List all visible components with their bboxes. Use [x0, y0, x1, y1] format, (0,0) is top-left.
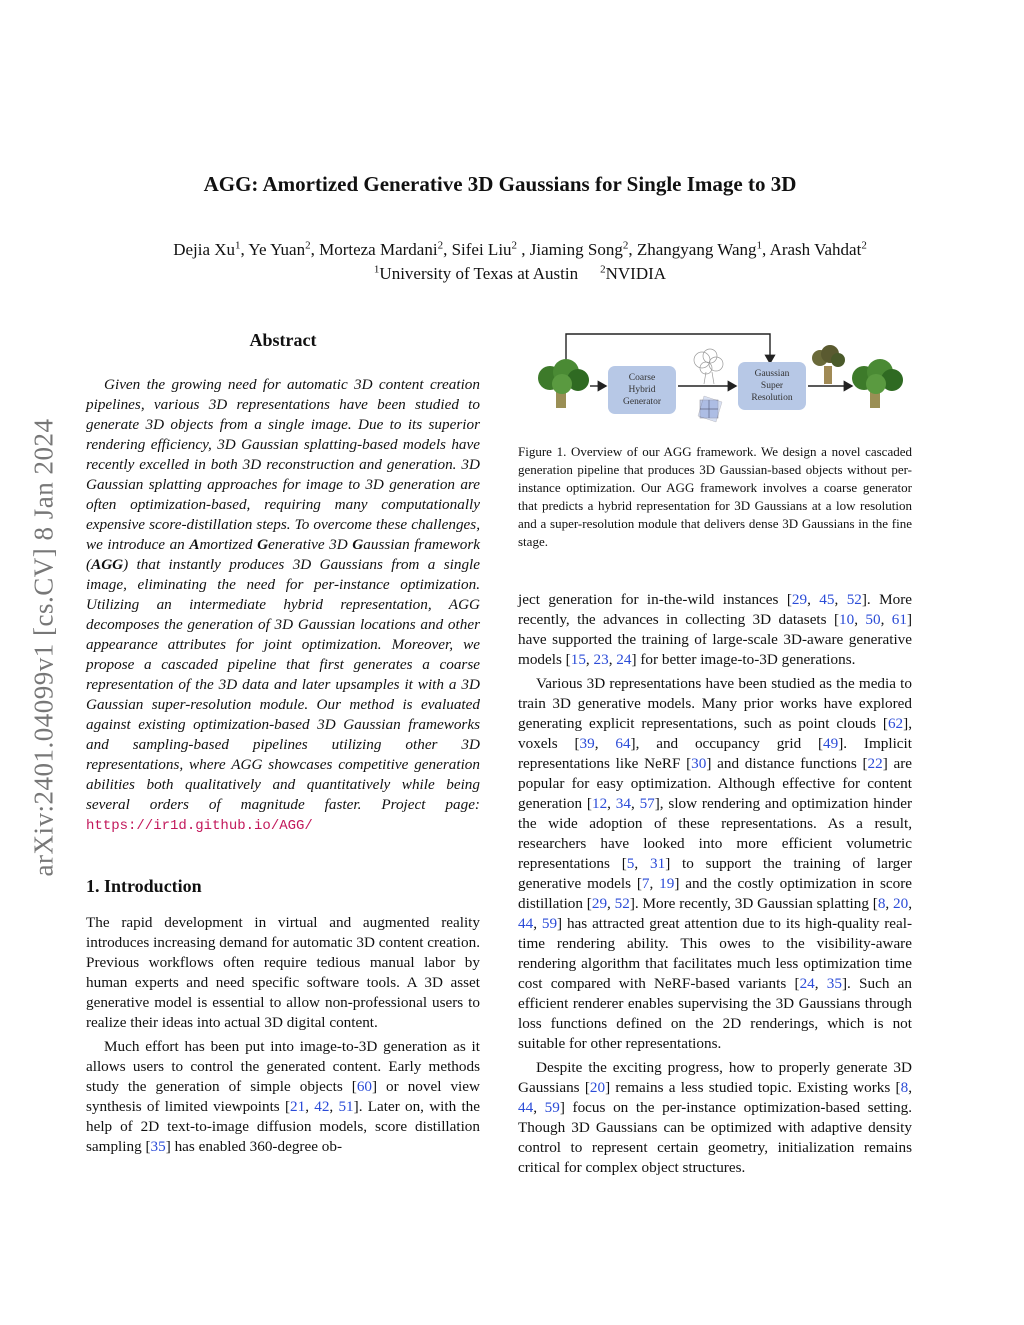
coarse-point-cloud-icon	[694, 349, 723, 384]
citation-link[interactable]: 59	[541, 915, 558, 932]
text-fragment: ]. Implicit representations like NeRF [	[518, 735, 912, 772]
skip-connection-arrow	[566, 334, 770, 368]
citation-link[interactable]: 30	[691, 755, 707, 772]
citation-link[interactable]: 22	[867, 755, 883, 772]
author-affiliation-mark: 2	[305, 239, 311, 252]
abstract-fragment: aussian framework (	[86, 536, 481, 573]
text-fragment: ]. More recently, the advances in collecting 3D datasets [	[518, 591, 913, 628]
author-affiliation-mark: 2	[511, 239, 518, 252]
text-fragment: ] has enabled 360-degree ob-	[165, 1138, 342, 1155]
right-column	[518, 590, 912, 1178]
citation-link[interactable]: 45	[819, 591, 835, 608]
text-fragment: ] and distance functions [	[706, 755, 868, 772]
citation-link[interactable]: 23	[593, 651, 609, 668]
abstract-text	[86, 375, 480, 836]
abstract-bold-acronym: AGG	[91, 556, 124, 573]
citation-link[interactable]: 20	[893, 895, 909, 912]
citation-link[interactable]: 39	[579, 735, 595, 752]
text-fragment: ] and the costly optimization in score distillation [	[518, 875, 913, 912]
author-block	[60, 238, 980, 286]
citation-link[interactable]: 61	[891, 611, 907, 628]
abstract-fragment: Given the growing need for automatic 3D content creation pipelines, various 3D representations have been studied to generate 3D objects from a single image. Due to its superior rendering efficiency, 3D Gaussian splatting-based models have recently excelled in both 3D reconstruction and generation. 3D Gaussian splatting approaches for image to 3D generation are often optimization-based, requiring many computationally expensive score-distillation steps. To overcome these challenges, we introduce an	[86, 376, 480, 553]
abstract-bold-letter: G	[257, 536, 269, 553]
citation-link[interactable]: 8	[900, 1079, 909, 1096]
generator-label-line: Coarse	[628, 373, 656, 383]
citation-link[interactable]: 57	[639, 795, 655, 812]
citation-link[interactable]: 60	[356, 1078, 372, 1095]
affiliation-list	[60, 262, 980, 286]
text-fragment: ] focus on the per-instance optimization-based setting. Though 3D Gaussians can be optimized with adaptive density control to represent certain geometry, initialization remains critical for complex object structures.	[518, 1099, 912, 1176]
coarse-broccoli-icon	[812, 345, 845, 384]
affiliation-number: 1	[373, 263, 380, 276]
citation-link[interactable]: 62	[887, 715, 904, 732]
text-fragment: ], and occupancy grid [	[630, 735, 824, 752]
author-separator: ,	[517, 240, 530, 259]
citation-link[interactable]: 5	[626, 855, 635, 872]
affiliation-name: University of Texas at Austin	[379, 264, 579, 283]
author-name: Ye Yuan	[248, 240, 306, 259]
author-affiliation-mark: 2	[622, 239, 629, 252]
author-separator: ,	[443, 240, 452, 259]
project-page-link[interactable]: https://ir1d.github.io/AGG/	[86, 818, 313, 834]
citation-link[interactable]: 8	[877, 895, 886, 912]
right-paragraph-3: Despite the exciting progress, how to properly generate 3D Gaussians [20] remains a less studied topic. Existing works [8, 44, 59] focus on the per-instance optimization-based setting. Though 3D Gaussians can be optimized with adaptive density control to represent certain geometry, initialization remains critical for complex object structures.	[518, 1059, 912, 1176]
citation-link[interactable]: 12	[591, 795, 608, 812]
citation-link[interactable]: 7	[641, 875, 650, 892]
generator-label-line: Hybrid	[628, 385, 656, 395]
citation-link[interactable]: 49	[823, 735, 839, 752]
figure-1-caption: Figure 1. Overview of our AGG framework. We design a novel cascaded generation pipeline that produces 3D Gaussian-based objects without per-instance optimization. Our AGG framework involves a coarse generator that predicts a hybrid representation for 3D Gaussians at a low resolution and a super-resolution module that delivers dense 3D Gaussians in the fine stage.	[518, 444, 912, 549]
abstract-heading: Abstract	[249, 330, 317, 350]
text-fragment: ] have supported the training of large-scale 3D-aware generative models [	[518, 611, 913, 668]
generator-label-line: Generator	[623, 397, 661, 407]
text-fragment: ject generation for in-the-wild instances [	[518, 591, 792, 608]
left-column	[86, 330, 480, 1157]
citation-link[interactable]: 29	[591, 895, 608, 912]
citation-link[interactable]: 35	[150, 1138, 166, 1155]
citation-link[interactable]: 21	[290, 1098, 306, 1115]
abstract-fragment: ) that instantly produces 3D Gaussians from a single image, eliminating the need for per-instance optimization. Utilizing an intermediate hybrid representation, AGG decomposes the generation of 3D Gaussian locations and other appearance attributes for joint optimization. Moreover, we propose a cascaded pipeline that first generates a coarse representation of the 3D data and later upsamples it with a 3D Gaussian super-resolution module. Our method is evaluated against existing optimization-based 3D Gaussian frameworks and sampling-based pipelines utilizing other 3D representations, where AGG showcases competitive generation abilities both qualitatively and quantitatively while being several orders of magnitude faster. Project page:	[86, 556, 480, 813]
citation-link[interactable]: 59	[544, 1099, 560, 1116]
author-name: Morteza Mardani	[319, 240, 438, 259]
section-heading-introduction: 1. Introduction	[86, 876, 202, 896]
author-separator: ,	[762, 240, 770, 259]
citation-link[interactable]: 64	[615, 735, 631, 752]
author-name: Arash Vahdat	[769, 240, 862, 259]
text-fragment: ], voxels [	[518, 715, 912, 752]
super-resolution-label-line: Resolution	[751, 393, 793, 403]
text-fragment: ] are popular for easy optimization. Although effective for content generation [	[518, 755, 912, 812]
citation-link[interactable]: 34	[615, 795, 631, 812]
arxiv-identifier: arXiv:2401.04099v1 [cs.CV] 8 Jan 2024	[28, 418, 59, 877]
abstract-bold-letter: A	[189, 536, 200, 553]
super-resolution-label-line: Super	[760, 381, 784, 391]
citation-link[interactable]: 24	[799, 975, 815, 992]
text-fragment: ]. More recently, 3D Gaussian splatting [	[629, 895, 878, 912]
intro-paragraph-1: The rapid development in virtual and augmented reality introduces increasing demand for automatic 3D content creation. Previous workflows often require tedious manual labor by human experts and need specific software tools. A 3D asset generative model is essential to allow non-professional users to realize their ideas into actual 3D digital content.	[86, 914, 480, 1031]
right-paragraph-1: ject generation for in-the-wild instances [29, 45, 52]. More recently, the advances in collecting 3D datasets [10, 50, 61] have supported the training of large-scale 3D-aware generative models [15, 23, 24] for better image-to-3D generations.	[518, 591, 913, 668]
citation-link[interactable]: 19	[659, 875, 675, 892]
author-affiliation-mark: 1	[756, 239, 762, 252]
author-name: Sifei Liu	[451, 240, 512, 259]
citation-link[interactable]: 42	[314, 1098, 330, 1115]
affiliation-name: NVIDIA	[605, 264, 667, 283]
abstract-fragment: enerative 3D	[268, 536, 353, 553]
text-fragment: Various 3D representations have been studied as the media to train 3D generative models. Many prior works have explored generating explicit representations, such as point clouds [	[518, 675, 912, 732]
citation-link[interactable]: 24	[616, 651, 632, 668]
citation-link[interactable]: 44	[518, 915, 534, 932]
author-name: Dejia Xu	[173, 240, 236, 259]
arxiv-sidebar	[14, 365, 74, 930]
citation-link[interactable]: 35	[826, 975, 842, 992]
author-affiliation-mark: 1	[235, 239, 241, 252]
author-list	[60, 238, 980, 262]
text-fragment: ] has attracted great attention due to its high-quality real-time rendering ability. This owes to the visibility-aware rendering algorithm that facilitates much less optimization time cost compared with NeRF-based variants [	[518, 915, 913, 992]
citation-link[interactable]: 15	[570, 651, 586, 668]
author-name: Jiaming Song	[529, 240, 623, 259]
citation-link[interactable]: 52	[846, 591, 862, 608]
text-fragment: ] remains a less studied topic. Existing works [	[605, 1079, 901, 1096]
author-separator: ,	[240, 240, 249, 259]
text-fragment: ] to support the training of larger generative models [	[518, 855, 913, 892]
citation-link[interactable]: 51	[338, 1098, 354, 1115]
author-affiliation-mark: 2	[861, 239, 867, 252]
author-separator: ,	[628, 240, 637, 259]
abstract-fragment: mortized	[199, 536, 258, 553]
citation-link[interactable]: 52	[614, 895, 630, 912]
citation-link[interactable]: 50	[865, 611, 881, 628]
text-fragment: Despite the exciting progress, how to properly generate 3D Gaussians [	[518, 1059, 912, 1096]
super-resolution-label-line: Gaussian	[754, 369, 790, 379]
intro-paragraph-2: Much effort has been put into image-to-3D generation as it allows users to control the generated content. Early methods study the generation of simple objects [60] or novel view synthesis of limited viewpoints [21, 42, 51]. Later on, with the help of 2D text-to-image diffusion models, score distillation sampling [35] has enabled 360-degree ob-	[86, 1038, 480, 1155]
text-fragment: ] for better image-to-3D generations.	[631, 651, 856, 668]
citation-link[interactable]: 44	[518, 1099, 534, 1116]
citation-link[interactable]: 31	[650, 855, 666, 872]
affiliation-number: 2	[600, 263, 606, 276]
paper-title: AGG: Amortized Generative 3D Gaussians for Single Image to 3D	[203, 172, 797, 196]
input-broccoli-icon	[538, 359, 589, 408]
text-fragment: ]. Such an efficient renderer enables supervising the 3D Gaussians through loss functions defined on the 2D renderings, which is not suitable for other representations.	[518, 975, 912, 1052]
text-fragment: Much effort has been put into image-to-3D generation as it allows users to control the generated content. Early methods study the generation of simple objects [	[86, 1038, 480, 1095]
author-name: Zhangyang Wang	[636, 240, 757, 259]
output-broccoli-icon	[852, 359, 903, 408]
figure-1-diagram	[518, 330, 912, 440]
text-fragment: ], slow rendering and optimization hinder the wide adoption of these representations. As a result, researchers have looked into more efficient volumetric representations [	[518, 795, 913, 872]
author-separator: ,	[310, 240, 320, 259]
citation-link[interactable]: 10	[839, 611, 855, 628]
citation-link[interactable]: 20	[589, 1079, 606, 1096]
text-fragment: ]. Later on, with the help of 2D text-to-image diffusion models, score distillation sampling [	[86, 1098, 480, 1155]
triplane-icon	[698, 396, 722, 422]
abstract-bold-letter: G	[352, 536, 364, 553]
citation-link[interactable]: 29	[791, 591, 808, 608]
right-paragraph-2: Various 3D representations have been studied as the media to train 3D generative models. Many prior works have explored generating explicit representations, such as point clouds [62], voxels [39, 64], and occupancy grid [49]. Implicit representations like NeRF [30] and distance functions [22] are popular for easy optimization. Although effective for content generation [12, 34, 57], slow rendering and optimization hinder the wide adoption of these representations. As a result, researchers have looked into more efficient volumetric representations [5, 31] to support the training of larger generative models [7, 19] and the costly optimization in score distillation [29, 52]. More recently, 3D Gaussian splatting [8, 20, 44, 59] has attracted great attention due to its high-quality real-time rendering ability. This owes to the visibility-aware rendering algorithm that facilitates much less optimization time cost compared with NeRF-based variants [24, 35]. Such an efficient renderer enables supervising the 3D Gaussians through loss functions defined on the 2D renderings, which is not suitable for other representations.	[518, 675, 913, 1052]
author-affiliation-mark: 2	[437, 239, 444, 252]
text-fragment: ] or novel view synthesis of limited viewpoints [	[86, 1078, 480, 1115]
